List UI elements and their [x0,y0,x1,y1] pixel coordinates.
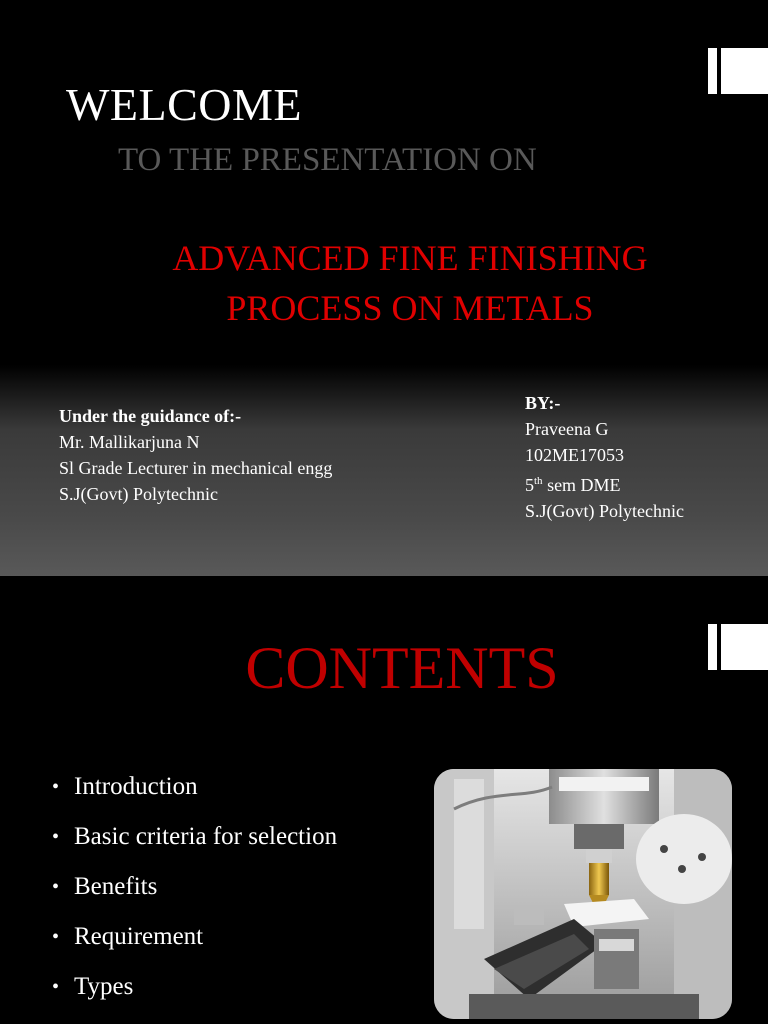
welcome-heading: WELCOME [66,79,303,130]
presentation-subtitle: TO THE PRESENTATION ON [118,142,537,178]
bullet-icon: • [52,926,60,948]
bullet-icon: • [52,976,60,998]
list-item [52,869,337,919]
guidance-heading: Under the guidance of:- [59,406,242,426]
bullet-icon: • [52,776,60,798]
author-reg-no: 102ME17053 [525,445,624,465]
presentation-title [100,233,720,333]
corner-decoration-icon [708,48,768,94]
title-line-1: ADVANCED FINE FINISHING [172,238,648,278]
list-item-label: Basic criteria for selection [74,823,338,850]
list-item-label: Benefits [74,873,158,900]
semester-rest: sem DME [542,475,621,495]
contents-list [52,769,337,1019]
list-item-label: Types [74,973,134,1000]
guide-name: Mr. Mallikarjuna N [59,432,200,452]
semester-number: 5 [525,475,534,495]
corner-box [721,48,768,94]
list-item [52,819,337,869]
by-heading: BY:- [525,393,561,413]
list-item-label: Requirement [74,923,204,950]
bullet-icon: • [52,876,60,898]
guide-institution: S.J(Govt) Polytechnic [59,484,218,504]
list-item [52,969,337,1019]
cnc-machine-photo-icon [434,769,732,1019]
list-item [52,919,337,969]
author-block [525,390,684,524]
corner-bar [708,48,717,94]
semester-suffix: th [534,475,543,487]
bullet-icon: • [52,826,60,848]
guide-designation: Sl Grade Lecturer in mechanical engg [59,458,333,478]
slide-contents [0,576,768,1024]
author-name: Praveena G [525,419,609,439]
list-item-label: Introduction [74,773,198,800]
guidance-block [59,403,332,507]
title-line-2: PROCESS ON METALS [226,288,594,328]
contents-heading: CONTENTS [245,635,559,701]
author-institution: S.J(Govt) Polytechnic [525,501,684,521]
list-item [52,769,337,819]
author-semester [525,468,684,498]
